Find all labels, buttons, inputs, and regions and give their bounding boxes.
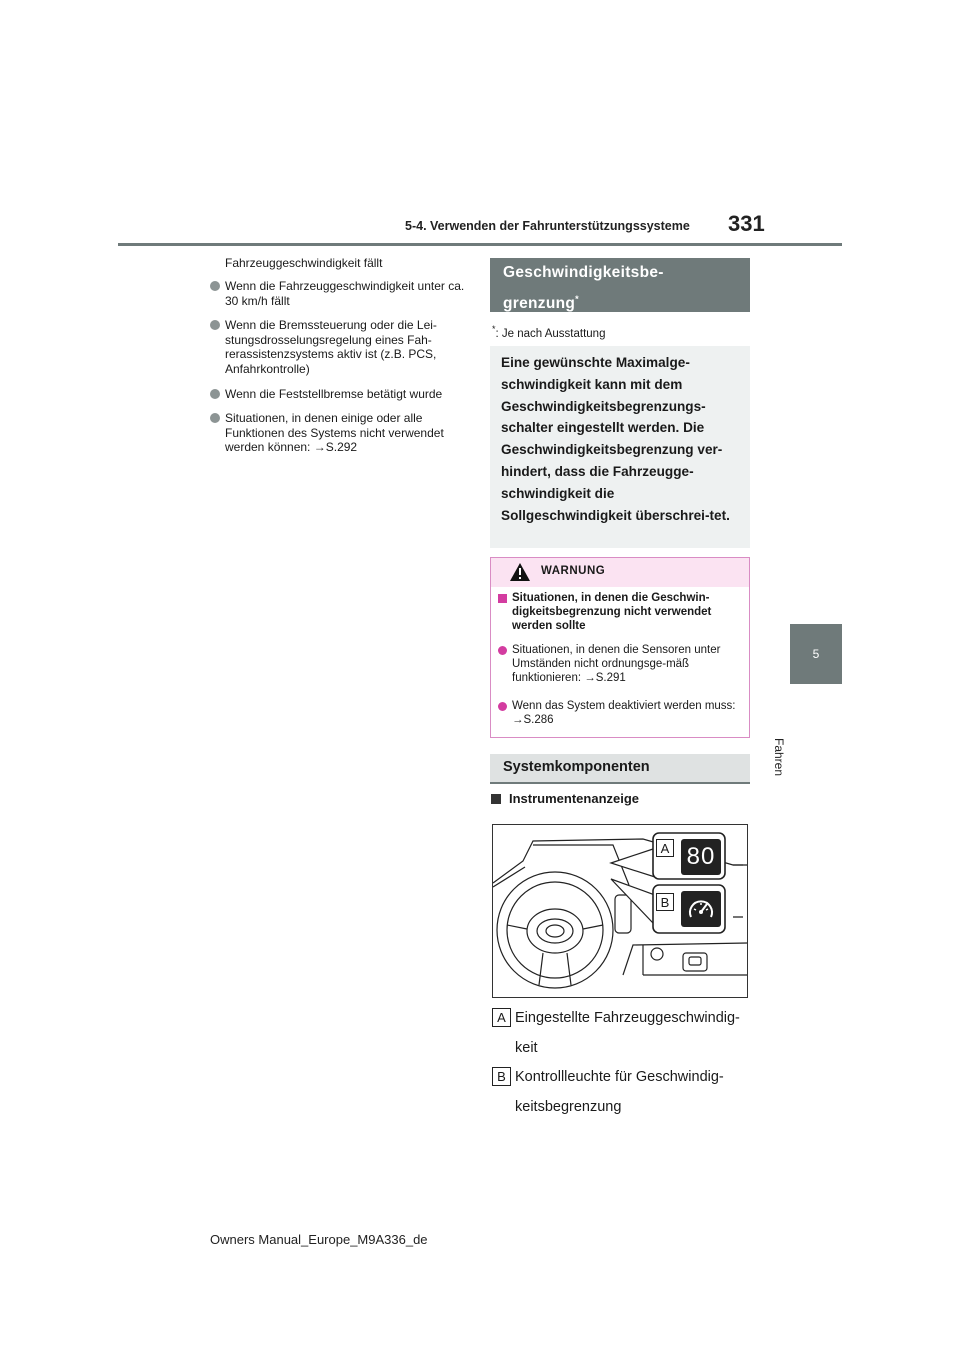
speedometer-icon bbox=[687, 897, 715, 921]
bullet-icon bbox=[498, 702, 507, 711]
chapter-label bbox=[772, 690, 800, 777]
legend-text-b: Kontrollleuchte für Geschwindig- keitsbegrenzung bbox=[515, 1069, 724, 1115]
section-heading-limiter: Geschwindigkeitsbe- grenzung* bbox=[490, 258, 750, 312]
set-speed-display: 80 bbox=[686, 843, 716, 870]
list-item: Situationen, in denen einige oder alle Funktionen des Systems nicht verwendet werden können: →S.292 bbox=[210, 411, 468, 455]
bullet-icon bbox=[210, 389, 220, 399]
list-item: Wenn die Feststellbremse betätigt wurde bbox=[210, 387, 468, 402]
warning-header bbox=[491, 558, 749, 587]
page-number: 331 bbox=[728, 211, 765, 236]
footer-text: Owners Manual_Europe_M9A336_de bbox=[210, 1232, 428, 1247]
square-bullet-icon bbox=[498, 594, 507, 603]
list-item: Wenn die Fahrzeuggeschwindigkeit unter ca. 30 km/h fällt bbox=[210, 279, 468, 308]
warning-title: WARNUNG bbox=[541, 565, 606, 577]
section-title: 5-4. Verwenden der Fahrunterstützungssysteme bbox=[405, 219, 690, 233]
warning-triangle-icon bbox=[509, 562, 531, 582]
instrument-figure bbox=[492, 824, 748, 998]
chapter-label-text: Fahren bbox=[772, 738, 786, 777]
warning-item: Wenn das System deaktiviert werden muss: →S.286 bbox=[498, 700, 738, 728]
callout-label-a: A bbox=[656, 839, 674, 857]
legend-letter-a: A bbox=[492, 1008, 511, 1027]
square-bullet-icon bbox=[491, 794, 501, 804]
legend-text-a: Eingestellte Fahrzeuggeschwindig- keit bbox=[515, 1010, 740, 1056]
bullet-icon bbox=[498, 646, 507, 655]
warning-box bbox=[490, 557, 750, 738]
list-item: Wenn die Bremssteuerung oder die Lei-stungsdrosselungsregelung eines Fah-rerassistenzsystems aktiv ist (z.B. PCS, Anfahrkontrolle) bbox=[210, 318, 468, 376]
warning-heading: Situationen, in denen die Geschwin-digkeitsbegrenzung nicht verwendet werden sollte bbox=[498, 592, 738, 633]
header-rule bbox=[118, 243, 842, 246]
chapter-number: 5 bbox=[812, 647, 820, 661]
bullet-icon bbox=[210, 320, 220, 330]
bullet-icon bbox=[210, 413, 220, 423]
warning-item: Situationen, in denen die Sensoren unter Umständen nicht ordnungsge-mäß funktionieren: →S.291 bbox=[498, 644, 738, 685]
continuation-text: Fahrzeuggeschwindigkeit fällt bbox=[225, 256, 383, 270]
legend-letter-b: B bbox=[492, 1067, 511, 1086]
callout-label-b: B bbox=[656, 893, 674, 911]
chapter-tab bbox=[790, 624, 842, 684]
intro-box: Eine gewünschte Maximalge-schwindigkeit kann mit dem Geschwindigkeitsbegrenzungs-schalter eingestellt werden. Die Geschwindigkeitsbegrenzung ver-hindert, dass die Fahrzeugge-schwindigkeit die Sollgeschwindigkeit überschrei-tet. bbox=[490, 346, 750, 548]
bullet-icon bbox=[210, 281, 220, 291]
footnote: *: Je nach Ausstattung bbox=[492, 324, 606, 340]
subheading-instrument: Instrumentenanzeige bbox=[491, 791, 639, 806]
section-heading-components: Systemkomponenten bbox=[490, 754, 750, 784]
